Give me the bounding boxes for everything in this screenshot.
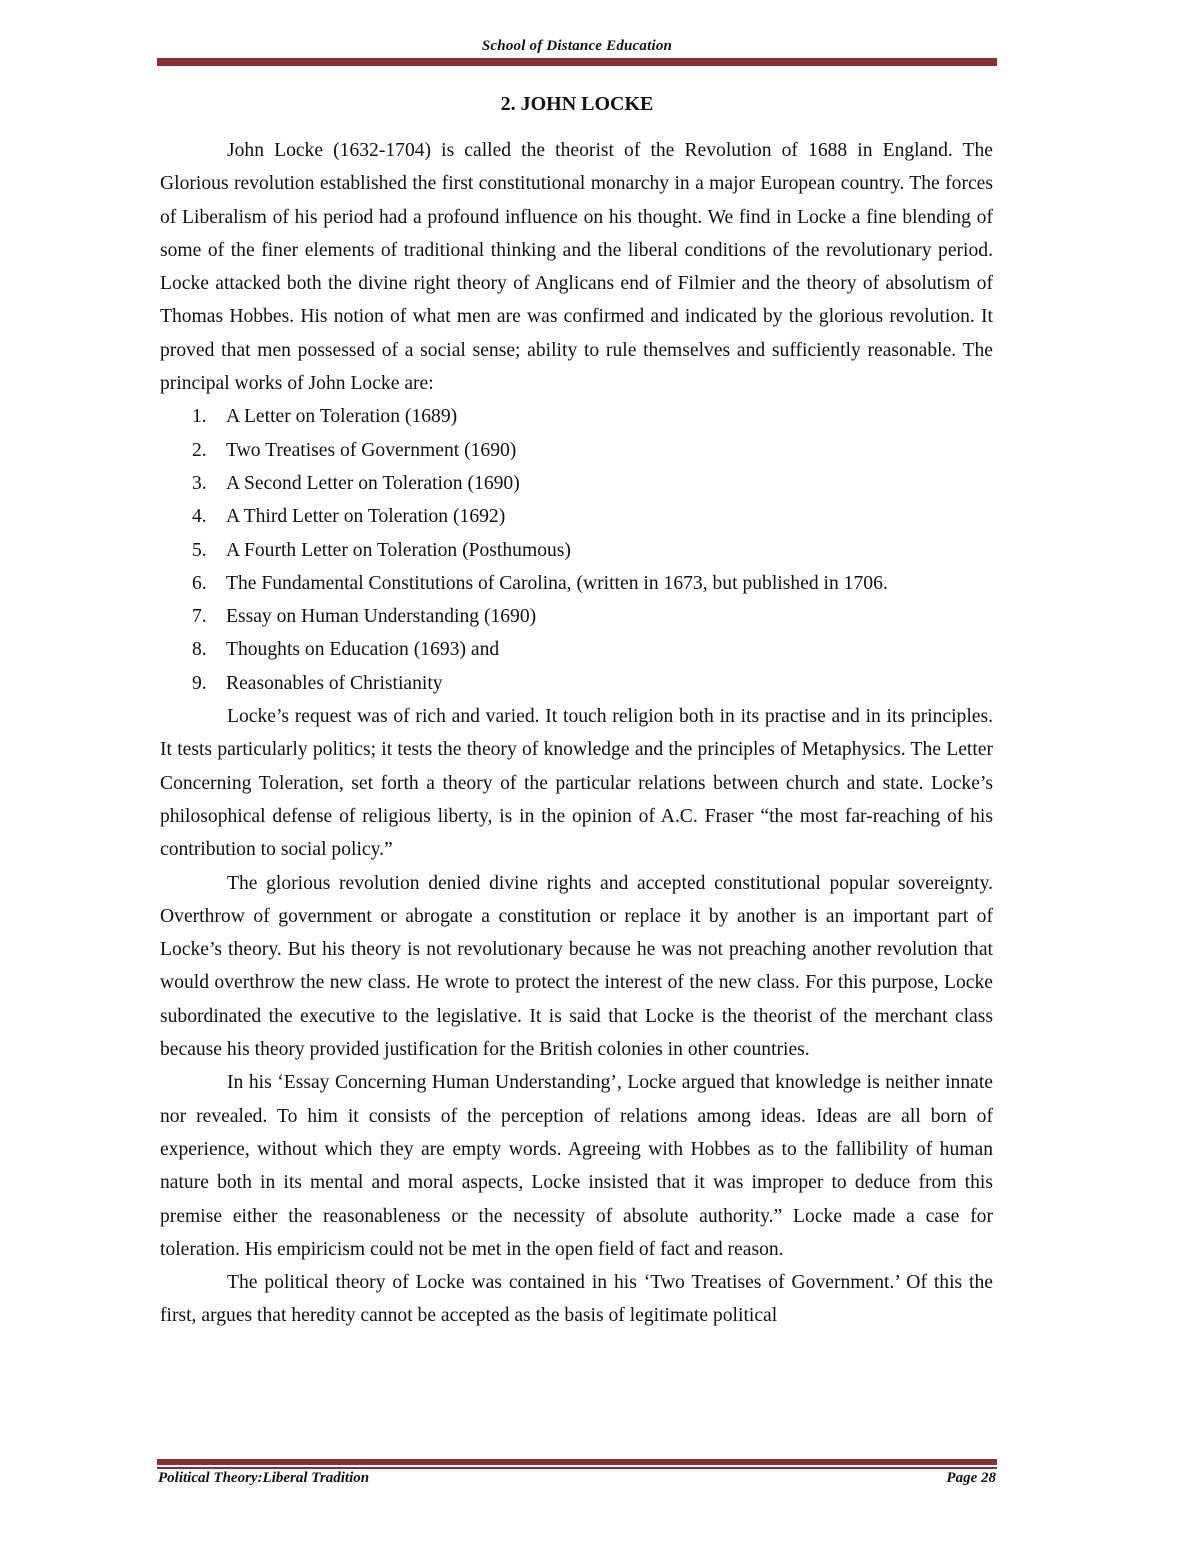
list-item: [160, 633, 993, 666]
chapter-title: 2. JOHN LOCKE: [500, 93, 654, 115]
list-text: The Fundamental Constitutions of Carolina, (written in 1673, but published in 1706.: [226, 572, 888, 594]
list-number: 6.: [192, 572, 207, 594]
list-number: 1.: [192, 406, 207, 428]
list-number: 8.: [192, 639, 207, 661]
paragraph-treatises: The political theory of Locke was contained in his ‘Two Treatises of Government.’ Of this the first, argues that heredity cannot be accepted as the basis of legitimate political: [160, 1272, 993, 1327]
list-item: [160, 567, 993, 600]
list-item: [160, 600, 993, 633]
footer-course-title: Political Theory:Liberal Tradition: [158, 1470, 370, 1486]
list-number: 5.: [192, 539, 207, 561]
footer-rule-thin: [157, 1467, 997, 1469]
list-number: 2.: [192, 439, 207, 461]
paragraph-essay: In his ‘Essay Concerning Human Understanding’, Locke argued that knowledge is neither innate nor revealed. To him it consists of the perception of relations among ideas. Ideas are all born of experience, without which they are empty words. Agreeing with Hobbes as to the fallibility of human nature both in its mental and moral aspects, Locke insisted that it was improper to deduce from this premise either the reasonableness or the necessity of absolute authority.” Locke made a case for toleration. His empiricism could not be met in the open field of fact and reason.: [160, 1072, 993, 1260]
intro-paragraph: John Locke (1632-1704) is called the theorist of the Revolution of 1688 in England. The Glorious revolution established the first constitutional monarchy in a major European country. The forces of Liberalism of his period had a profound influence on his thought. We find in Locke a fine blending of some of the finer elements of traditional thinking and the liberal conditions of the revolutionary period. Locke attacked both the divine right theory of Anglicans end of Filmier and the theory of absolutism of Thomas Hobbes. His notion of what men are was confirmed and indicated by the glorious revolution. It proved that men possessed of a social sense; ability to rule themselves and sufficiently reasonable. The principal works of John Locke are:: [160, 140, 993, 395]
header-rule: [157, 58, 997, 66]
list-text: Thoughts on Education (1693) and: [226, 639, 500, 661]
list-item: [160, 534, 993, 567]
list-text: Two Treatises of Government (1690): [226, 439, 517, 461]
running-header: School of Distance Education: [481, 38, 673, 54]
paragraph-revolution: The glorious revolution denied divine rights and accepted constitutional popular sovereignty. Overthrow of government or abrogate a constitution or replace it by another is an important part of Locke’s theory. But his theory is not revolutionary because he was not preaching another revolution that would overthrow the new class. He wrote to protect the interest of the new class. For this purpose, Locke subordinated the executive to the legislative. It is said that Locke is the theorist of the merchant class because his theory provided justification for the British colonies in other countries.: [160, 872, 993, 1061]
list-number: 3.: [192, 472, 207, 494]
page-number: Page 28: [946, 1470, 996, 1486]
list-number: 7.: [192, 606, 207, 628]
works-list: [160, 400, 993, 700]
list-item: [160, 467, 993, 500]
list-item: [160, 500, 993, 533]
list-text: A Fourth Letter on Toleration (Posthumous): [226, 539, 571, 561]
list-number: 9.: [192, 672, 207, 694]
list-text: A Second Letter on Toleration (1690): [226, 472, 520, 494]
list-number: 4.: [192, 506, 207, 528]
list-text: Reasonables of Christianity: [226, 672, 443, 694]
list-text: Essay on Human Understanding (1690): [226, 606, 537, 628]
list-item: [160, 667, 993, 700]
paragraph-influence: Locke’s request was of rich and varied. It touch religion both in its practise and in its principles. It tests particularly politics; it tests the theory of knowledge and the principles of Metaphysics. The Letter Concerning Toleration, set forth a theory of the particular relations between church and state. Locke’s philosophical defense of religious liberty, is in the opinion of A.C. Fraser “the most far-reaching of his contribution to social policy.”: [160, 706, 993, 861]
list-text: A Third Letter on Toleration (1692): [226, 506, 506, 528]
footer-rule-thick: [157, 1459, 997, 1465]
list-item: [160, 434, 993, 467]
list-item: [160, 400, 993, 433]
list-text: A Letter on Toleration (1689): [226, 406, 458, 428]
body-text: [160, 134, 993, 1333]
